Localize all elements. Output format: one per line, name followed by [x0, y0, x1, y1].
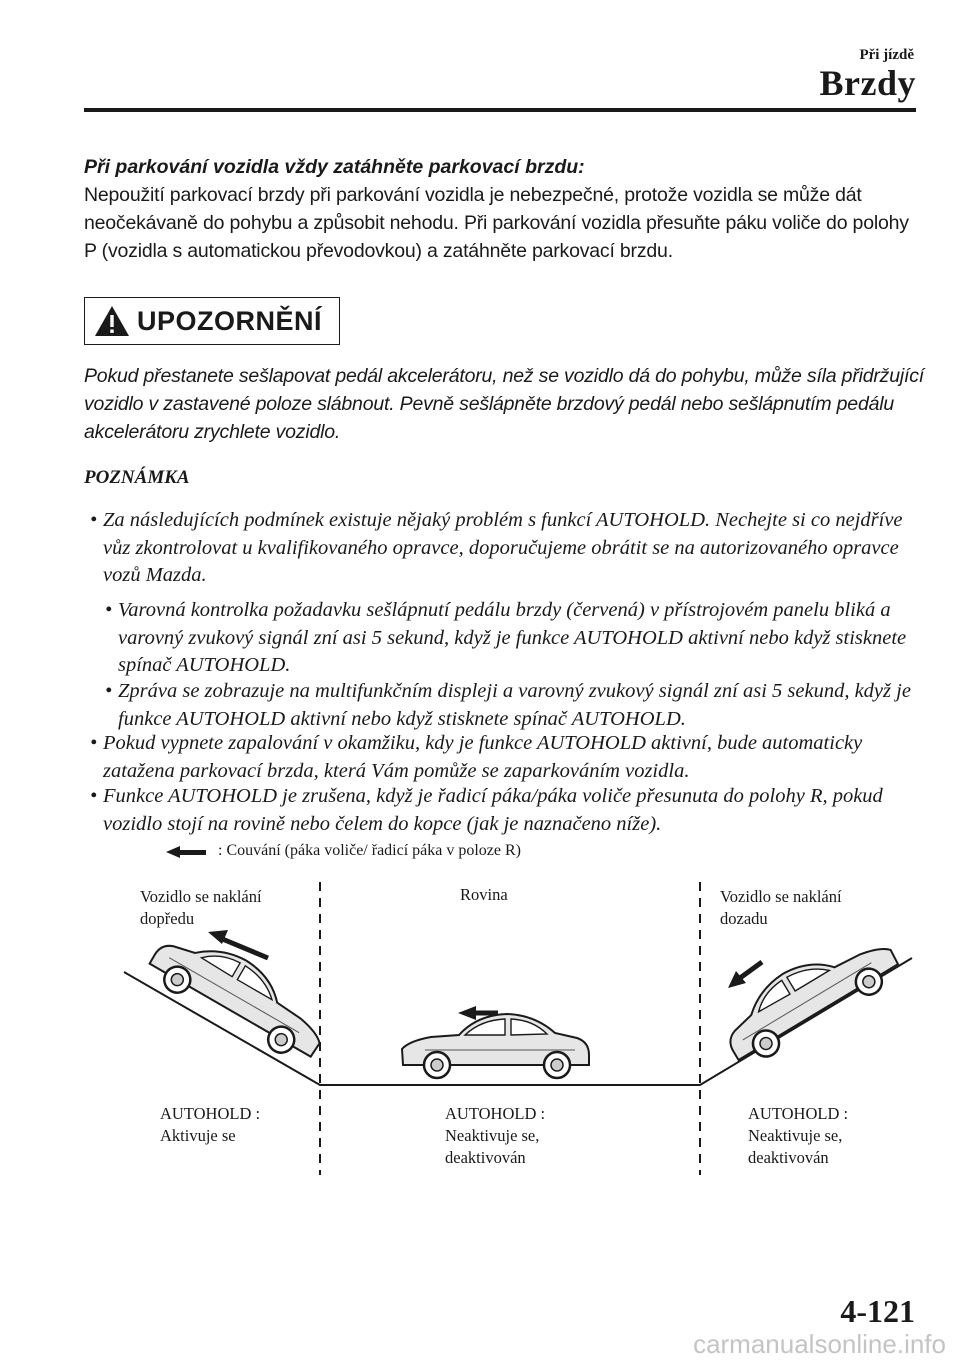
watermark: carmanualsonline.info [693, 1329, 946, 1359]
label-forward [140, 886, 262, 930]
state-line: deaktivován [445, 1148, 526, 1167]
state-line: deaktivován [748, 1148, 829, 1167]
caution-label: UPOZORNĚNÍ [137, 305, 323, 336]
note-item-text: Za následujících podmínek existuje nějaký problém s funkcí AUTOHOLD. Nechejte si co nejdříve vůz zkontrolovat u kvalifikovaného opravce, doporučujeme obrátit se na autorizovaného opravce vozů Mazda. [103, 509, 903, 586]
state-flat [445, 1103, 545, 1169]
note-item-text: Pokud vypnete zapalování v okamžiku, kdy je funkce AUTOHOLD aktivní, bude automaticky zatažena parkovací brzda, která Vám pomůže se zaparkováním vozidla. [103, 732, 863, 782]
arrow-backward-icon [728, 962, 762, 988]
state-line: Aktivuje se [160, 1126, 236, 1145]
label-line: dopředu [140, 909, 195, 928]
bullet: • [90, 785, 98, 807]
bullet: • [105, 680, 113, 702]
note-item-text: Zpráva se zobrazuje na multifunkčním displeji a varovný zvukový signál zní asi 5 sekund, když je funkce AUTOHOLD aktivní nebo když stisknete spínač AUTOHOLD. [118, 680, 911, 730]
car-backward-icon [712, 920, 905, 1071]
bullet: • [90, 509, 98, 531]
note-item-text: Funkce AUTOHOLD je zrušena, když je řadicí páka/páka voliče přesunuta do polohy R, pokud vozidlo stojí na rovině nebo čelem do kopce (jak je naznačeno níže). [103, 785, 883, 835]
note-title: POZNÁMKA [84, 467, 190, 488]
note-item-text: Varovná kontrolka požadavku sešlápnutí pedálu brzdy (červená) v přístrojovém panelu bliká a varovný zvukový signál zní asi 5 sekund, když je funkce AUTOHOLD aktivní nebo když stisknete spínač AUTOHOLD. [118, 599, 907, 676]
state-line: Neaktivuje se, [748, 1126, 843, 1145]
state-forward [160, 1103, 260, 1147]
bullet: • [90, 732, 98, 754]
label-flat: Rovina [460, 885, 508, 904]
legend-text: : Couvání (páka voliče/ řadicí páka v poloze R) [218, 842, 522, 859]
state-line: Neaktivuje se, [445, 1126, 540, 1145]
label-line: dozadu [720, 909, 768, 928]
state-line: AUTOHOLD : [748, 1104, 849, 1123]
bullet: • [105, 599, 113, 621]
caution-text: Pokud přestanete sešlapovat pedál akcelerátoru, než se vozidlo dá do pohybu, může síla přidržující vozidlo v zastavené poloze slábnout. Pevně sešlápněte brzdový pedál nebo sešlápnutím pedálu akcelerátoru zrychlete vozidlo. [84, 365, 924, 443]
section-title: Při jízdě [859, 47, 914, 63]
state-line: AUTOHOLD : [160, 1104, 261, 1123]
warning-heading: Při parkování vozidla vždy zatáhněte parkovací brzdu: [84, 156, 585, 178]
warning-body: Nepoužití parkovací brzdy při parkování vozidla je nebezpečné, protože vozidla se může dát neočekávaně do pohybu a způsobit nehodu. Při parkování vozidla přesuňte páku voliče do polohy P (vozidla s automatickou převodovkou) a zatáhněte parkovací brzdu. [84, 184, 909, 262]
state-line: AUTOHOLD : [445, 1104, 546, 1123]
label-backward [720, 886, 842, 930]
state-backward [748, 1103, 848, 1169]
car-forward-icon [143, 919, 337, 1068]
legend-arrow-icon [166, 846, 206, 858]
page-title: Brzdy [819, 63, 916, 103]
label-line: Vozidlo se naklání [140, 887, 262, 906]
page-number: 4-121 [840, 1293, 915, 1329]
label-line: Vozidlo se naklání [720, 887, 842, 906]
car-flat-icon [402, 1014, 589, 1078]
